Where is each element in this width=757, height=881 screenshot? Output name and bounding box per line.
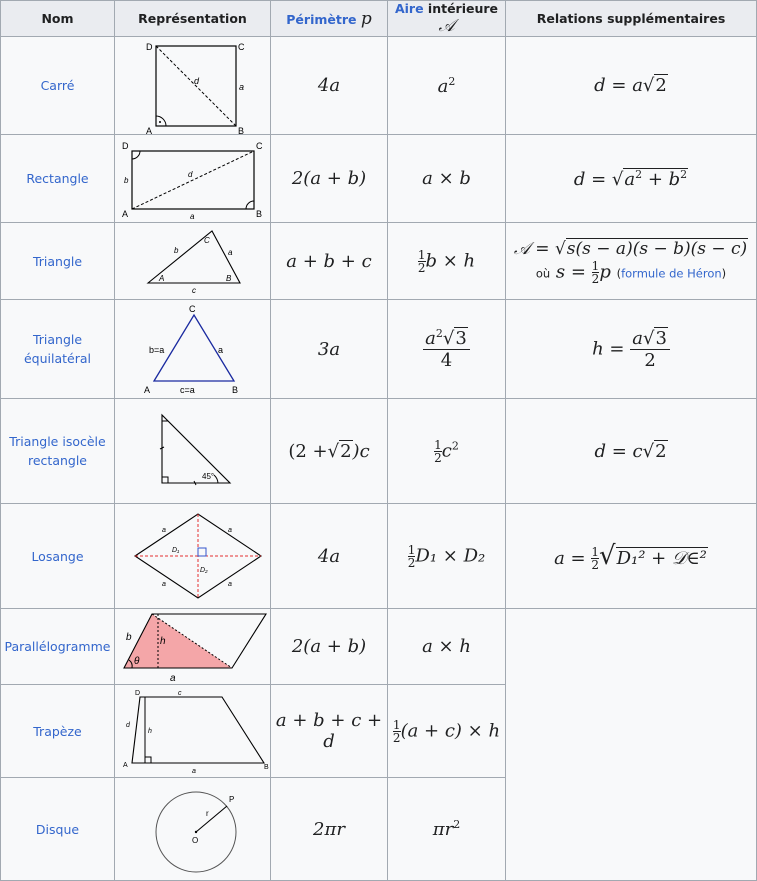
svg-text:c: c <box>191 286 196 295</box>
svg-text:a: a <box>161 581 166 588</box>
svg-text:B: B <box>255 208 262 219</box>
col-header-aire <box>388 1 506 37</box>
heron-link[interactable]: formule de Héron <box>621 266 722 280</box>
svg-text:D: D <box>121 140 128 151</box>
figure-cell <box>115 685 271 778</box>
relation-formula: h = $\frac{a√3}{2}$ <box>506 300 757 399</box>
shape-name-link[interactable]: Triangle équilatéral <box>1 300 115 399</box>
svg-text:A: A <box>143 385 150 395</box>
svg-text:a: a <box>191 768 196 775</box>
svg-text:a: a <box>227 527 232 534</box>
header-row <box>1 1 757 37</box>
svg-text:C: C <box>188 304 195 314</box>
svg-text:45°: 45° <box>201 472 214 481</box>
svg-text:a: a <box>238 81 244 92</box>
shape-name-link[interactable]: Triangle <box>1 223 115 300</box>
figure-cell <box>115 37 271 135</box>
svg-text:d: d <box>187 169 192 179</box>
svg-text:P: P <box>228 795 234 804</box>
area-formula: $\pi r^2$ <box>388 778 506 881</box>
figure-cell <box>115 300 271 399</box>
svg-text:h: h <box>147 728 152 735</box>
perimeter-formula: 4a <box>271 37 388 135</box>
svg-text:A: A <box>122 762 128 769</box>
svg-text:B: B <box>263 764 269 771</box>
perimetre-symbol: p <box>360 8 372 29</box>
row-triangle-equilateral <box>1 300 757 399</box>
svg-text:θ: θ <box>133 655 139 667</box>
square-figure <box>118 38 268 134</box>
triangle-figure <box>118 225 268 297</box>
svg-text:D₁: D₁ <box>171 547 179 554</box>
svg-text:D: D <box>145 41 152 52</box>
shape-name-link[interactable]: Disque <box>1 778 115 881</box>
isosceles-right-triangle-figure <box>118 401 268 501</box>
svg-text:C: C <box>255 140 262 151</box>
svg-text:B: B <box>225 274 231 283</box>
shape-name-link[interactable]: Triangle isocèle rectangle <box>1 399 115 504</box>
parallelogram-figure <box>118 610 268 684</box>
svg-text:a: a <box>217 345 223 355</box>
rectangle-figure <box>118 137 268 221</box>
svg-text:b: b <box>173 246 178 255</box>
col-header-representation: Représentation <box>115 1 271 37</box>
svg-text:C: C <box>237 41 244 52</box>
col-header-nom: Nom <box>1 1 115 37</box>
svg-text:r: r <box>205 809 209 818</box>
equilateral-triangle-figure <box>118 301 268 397</box>
figure-cell <box>115 223 271 300</box>
svg-text:b=a: b=a <box>148 345 164 355</box>
svg-text:d: d <box>193 75 199 86</box>
area-formula: $\frac{1}{2}$ (a + c) × h <box>388 685 506 778</box>
perimeter-formula: 3a <box>271 300 388 399</box>
svg-text:A: A <box>158 274 164 283</box>
perimetre-link[interactable]: Périmètre <box>286 11 357 27</box>
svg-text:c: c <box>177 690 181 697</box>
row-losange <box>1 504 757 609</box>
relation-formula: $d = √a^2 + b^2$ <box>506 135 757 223</box>
figure-cell <box>115 135 271 223</box>
row-rectangle <box>1 135 757 223</box>
row-triangle <box>1 223 757 300</box>
perimeter-formula: 2πr <box>271 778 388 881</box>
svg-text:a: a <box>227 248 232 257</box>
svg-text:h: h <box>159 635 166 647</box>
perimeter-formula: 2(a + b) <box>271 135 388 223</box>
row-parallelogramme <box>1 609 757 685</box>
disk-figure <box>118 780 268 878</box>
area-formula: a × b <box>388 135 506 223</box>
svg-text:D₂: D₂ <box>199 567 208 574</box>
svg-text:O: O <box>191 836 198 845</box>
svg-text:A: A <box>145 125 152 136</box>
empty-relations-cell <box>506 609 757 881</box>
area-formula: $\frac{1}{2}$ b × h <box>388 223 506 300</box>
row-carre <box>1 37 757 135</box>
area-formula: a × h <box>388 609 506 685</box>
figure-cell <box>115 778 271 881</box>
svg-text:b: b <box>123 175 128 185</box>
svg-text:a: a <box>161 527 166 534</box>
perimeter-formula: 4a <box>271 504 388 609</box>
col-header-perimetre <box>271 1 388 37</box>
perimeter-formula: a + b + c + d <box>271 685 388 778</box>
relation-formula: a = $\frac{1}{2}$ √D₁² + 𝒟∈² <box>506 504 757 609</box>
rhombus-figure <box>118 506 268 606</box>
svg-text:a: a <box>189 211 194 221</box>
shape-name-link[interactable]: Carré <box>1 37 115 135</box>
area-formula: $\frac{a^2√3}{4}$ <box>388 300 506 399</box>
relation-formula: d = c√2 <box>506 399 757 504</box>
relation-formula: d = a√2 <box>506 37 757 135</box>
perimeter-formula: (2 +√2)c <box>271 399 388 504</box>
shape-name-link[interactable]: Rectangle <box>1 135 115 223</box>
svg-text:B: B <box>237 125 244 136</box>
svg-text:A: A <box>121 208 128 219</box>
perimeter-formula: 2(a + b) <box>271 609 388 685</box>
figure-cell <box>115 399 271 504</box>
svg-text:d: d <box>125 722 130 729</box>
aire-link[interactable]: Aire <box>394 1 424 16</box>
shape-name-link[interactable]: Losange <box>1 504 115 609</box>
shape-name-link[interactable]: Parallélogramme <box>1 609 115 685</box>
figure-cell <box>115 609 271 685</box>
svg-text:c=a: c=a <box>179 385 195 395</box>
perimeter-formula: a + b + c <box>271 223 388 300</box>
figure-cell <box>115 504 271 609</box>
trapezoid-figure <box>118 687 268 775</box>
area-formula: $a^2$ <box>388 37 506 135</box>
row-triangle-isocele <box>1 399 757 504</box>
svg-text:a: a <box>169 672 176 684</box>
svg-text:C: C <box>203 236 210 245</box>
relation-formula: 𝒜 = √s(s − a)(s − b)(s − c) où s = $\frac{1}{2}$ p (formule de Héron) <box>506 223 757 300</box>
svg-text:D: D <box>134 690 140 697</box>
svg-text:a: a <box>227 581 232 588</box>
area-formula: $\frac{1}{2}$ $c^2$ <box>388 399 506 504</box>
shape-name-link[interactable]: Trapèze <box>1 685 115 778</box>
area-formula: $\frac{1}{2}$ D₁ × D₂ <box>388 504 506 609</box>
svg-text:B: B <box>231 385 238 395</box>
col-header-relations: Relations supplémentaires <box>506 1 757 37</box>
svg-text:b: b <box>125 631 132 643</box>
aire-symbol: 𝒜 <box>438 16 455 36</box>
aire-rest: intérieure <box>427 1 499 16</box>
